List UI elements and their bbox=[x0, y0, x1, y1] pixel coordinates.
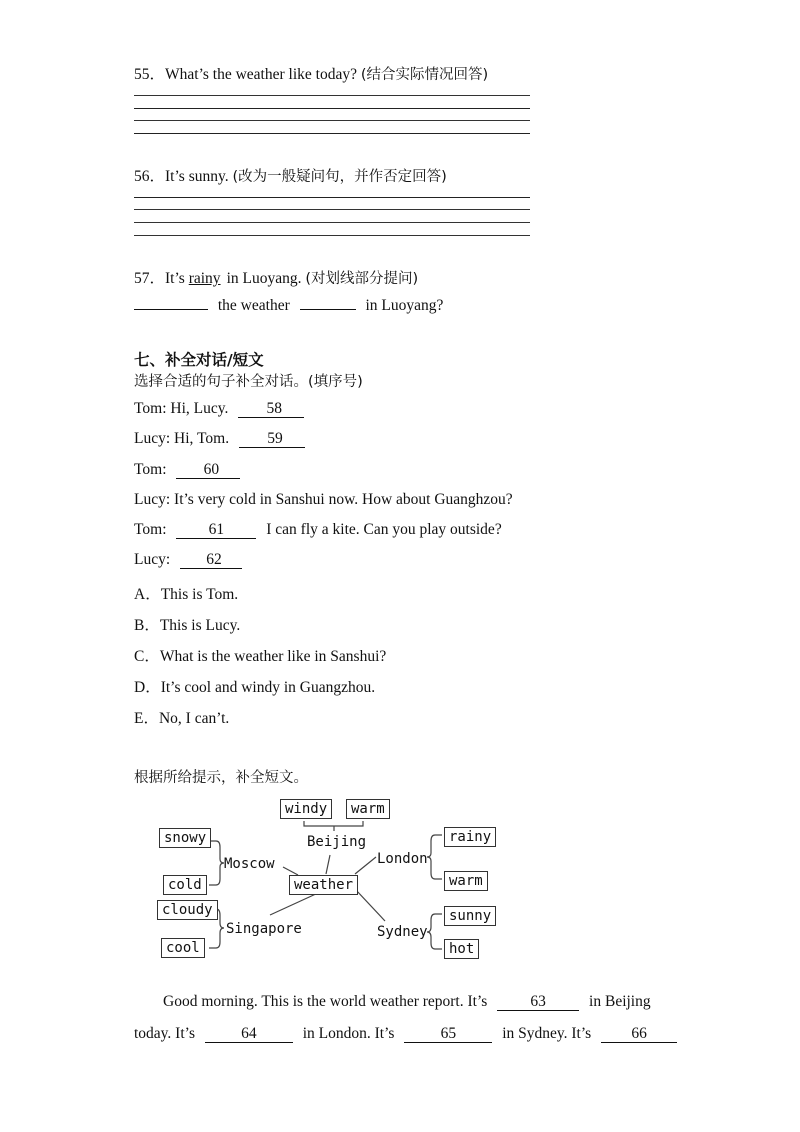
dialogue-line bbox=[134, 430, 305, 448]
question-number: 55． bbox=[134, 66, 166, 83]
word-box: windy bbox=[280, 799, 332, 819]
question-hint: (结合实际情况回答) bbox=[360, 67, 489, 83]
answer-line[interactable] bbox=[134, 133, 530, 134]
word-box: warm bbox=[444, 871, 488, 891]
passage-text: Good morning. This is the world weather report. It’s bbox=[163, 993, 488, 1010]
answer-blank[interactable]: 65 bbox=[404, 1025, 492, 1043]
answer-line[interactable] bbox=[134, 120, 530, 121]
answer-line[interactable] bbox=[134, 235, 530, 236]
city-label-singapore: Singapore bbox=[226, 921, 302, 937]
dialogue-line bbox=[134, 521, 502, 539]
city-label-sydney: Sydney bbox=[377, 924, 428, 940]
option-letter: D． bbox=[134, 679, 161, 696]
passage-line-1 bbox=[163, 993, 651, 1011]
option-text: No, I can’t. bbox=[158, 710, 230, 727]
line-moscow bbox=[283, 867, 298, 875]
option-e bbox=[134, 706, 229, 728]
passage-text: in London. It’s bbox=[302, 1025, 395, 1042]
answer-blank[interactable]: 64 bbox=[205, 1025, 293, 1043]
option-text: This is Lucy. bbox=[159, 617, 241, 634]
option-b bbox=[134, 613, 240, 635]
word-box: cool bbox=[161, 938, 205, 958]
line-sydney bbox=[355, 889, 385, 921]
question-56 bbox=[134, 164, 447, 186]
dialogue-text: Hi, Tom. bbox=[174, 430, 230, 447]
question-text: It’s sunny. bbox=[165, 168, 229, 185]
moscow-brace bbox=[209, 841, 224, 885]
word-box: cold bbox=[163, 875, 207, 895]
word-box: hot bbox=[444, 939, 479, 959]
question-hint: (改为一般疑问句，并作否定回答) bbox=[232, 169, 447, 185]
center-box: weather bbox=[289, 875, 358, 895]
word-box: warm bbox=[346, 799, 390, 819]
word-box: snowy bbox=[159, 828, 211, 848]
question-55 bbox=[134, 62, 488, 84]
answer-blank[interactable]: 63 bbox=[497, 993, 579, 1011]
line-beijing bbox=[326, 855, 330, 874]
passage-text: in Beijing bbox=[589, 993, 651, 1010]
line-london bbox=[355, 857, 376, 874]
dialogue-line bbox=[134, 400, 304, 418]
option-letter: C． bbox=[134, 648, 160, 665]
question-prefix: It’s bbox=[165, 270, 185, 287]
dialogue-text: Hi, Lucy. bbox=[170, 400, 229, 417]
answer-blank[interactable]: 60 bbox=[176, 461, 240, 479]
word-box: cloudy bbox=[157, 900, 218, 920]
answer-blank[interactable]: 59 bbox=[239, 430, 305, 448]
option-letter: E． bbox=[134, 710, 159, 727]
option-c bbox=[134, 644, 386, 666]
dialogue-line bbox=[134, 491, 513, 509]
speaker: Lucy: bbox=[134, 491, 171, 508]
option-letter: A． bbox=[134, 586, 161, 603]
answer-text: the weather bbox=[217, 297, 290, 314]
beijing-bracket bbox=[304, 821, 363, 826]
question-57-answer bbox=[134, 297, 443, 315]
answer-line[interactable] bbox=[134, 95, 530, 96]
weather-map-diagram bbox=[150, 795, 510, 965]
question-suffix: in Luoyang. bbox=[226, 270, 302, 287]
speaker: Lucy: bbox=[134, 430, 171, 447]
dialogue-text: It’s very cold in Sanshui now. How about Guanghzou? bbox=[174, 491, 513, 508]
passage-instruction: 根据所给提示，补全短文。 bbox=[134, 770, 308, 786]
answer-text: in Luoyang? bbox=[365, 297, 444, 314]
answer-blank[interactable]: 58 bbox=[238, 400, 304, 418]
option-d bbox=[134, 675, 375, 697]
speaker: Tom: bbox=[134, 461, 167, 478]
passage-line-2 bbox=[134, 1025, 677, 1043]
sydney-brace bbox=[427, 914, 442, 949]
answer-blank[interactable]: 66 bbox=[601, 1025, 677, 1043]
city-label-beijing: Beijing bbox=[307, 834, 367, 850]
answer-line[interactable] bbox=[134, 108, 530, 109]
answer-blank[interactable]: 61 bbox=[176, 521, 256, 539]
question-57 bbox=[134, 266, 418, 288]
line-singapore bbox=[270, 893, 318, 915]
question-number: 57． bbox=[134, 270, 166, 287]
answer-blank[interactable] bbox=[134, 309, 208, 310]
answer-line[interactable] bbox=[134, 197, 530, 198]
option-letter: B． bbox=[134, 617, 160, 634]
question-text: What’s the weather like today? bbox=[165, 66, 357, 83]
speaker: Tom: bbox=[134, 521, 167, 538]
speaker: Lucy: bbox=[134, 551, 171, 568]
city-label-london: London bbox=[377, 851, 428, 867]
word-box: rainy bbox=[444, 827, 496, 847]
option-text: It’s cool and windy in Guangzhou. bbox=[160, 679, 376, 696]
dialogue-line bbox=[134, 551, 242, 569]
section-instruction: 选择合适的句子补全对话。(填序号) bbox=[134, 374, 363, 390]
answer-line[interactable] bbox=[134, 222, 530, 223]
section-title: 七、补全对话/短文 bbox=[134, 351, 264, 369]
underlined-word: rainy bbox=[188, 270, 221, 287]
option-a bbox=[134, 582, 238, 604]
answer-blank[interactable] bbox=[300, 309, 356, 310]
passage-text: in Sydney. It’s bbox=[502, 1025, 592, 1042]
answer-blank[interactable]: 62 bbox=[180, 551, 242, 569]
answer-line[interactable] bbox=[134, 209, 530, 210]
dialogue-text: I can fly a kite. Can you play outside? bbox=[266, 521, 502, 538]
london-brace bbox=[427, 835, 442, 879]
question-hint: (对划线部分提问) bbox=[305, 271, 419, 287]
city-label-moscow: Moscow bbox=[224, 856, 275, 872]
question-number: 56． bbox=[134, 168, 166, 185]
option-text: What is the weather like in Sanshui? bbox=[159, 648, 387, 665]
speaker: Tom: bbox=[134, 400, 167, 417]
passage-text: today. It’s bbox=[134, 1025, 195, 1042]
option-text: This is Tom. bbox=[160, 586, 239, 603]
word-box: sunny bbox=[444, 906, 496, 926]
dialogue-line bbox=[134, 461, 240, 479]
